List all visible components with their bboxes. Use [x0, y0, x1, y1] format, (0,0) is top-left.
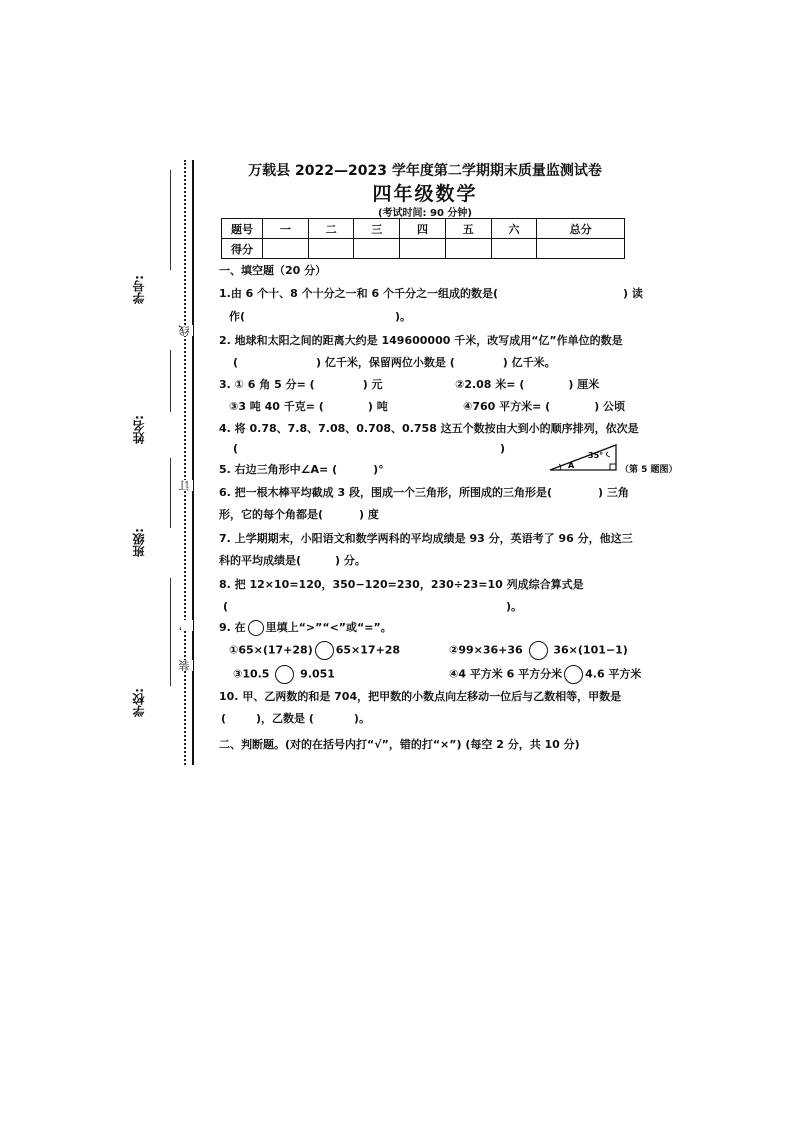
q6-line2-end: ) 度: [359, 508, 379, 521]
q9-e1b: 65×17+28: [335, 643, 401, 657]
q5-text: 5. 右边三角形中∠A= (: [219, 463, 338, 476]
q4-paren: (: [233, 442, 239, 455]
q6-line2: [219, 506, 379, 522]
score-cell: 三: [354, 219, 400, 239]
compare-circle[interactable]: [564, 665, 583, 684]
q4-line1: 4. 将 0.78、7.8、7.08、0.708、0.758 这五个数按由大到小的顺序排列，依次是: [219, 422, 639, 435]
compare-circle[interactable]: [275, 665, 294, 684]
q6-end: ) 三角: [598, 486, 629, 499]
q3-a-end: ) 元: [362, 378, 383, 391]
score-input-cell[interactable]: [354, 239, 400, 259]
q3-d-text: ④760 平方米= (: [463, 400, 551, 413]
score-input-cell[interactable]: [445, 239, 491, 259]
q3-c-text: ③3 吨 40 千克= (: [229, 400, 324, 413]
q3-part-a: [219, 376, 383, 392]
q9-e1a: ①65×(17+28): [229, 643, 313, 657]
section1-title: 一、填空题（20 分）: [219, 264, 327, 277]
binding-char-line: 线: [178, 325, 191, 336]
q9-title-b: 里填上“>”“<”或“=”。: [265, 621, 392, 634]
score-table-score-row: [222, 239, 625, 259]
score-cell: 六: [491, 219, 537, 239]
exam-title: 万载县 2022—2023 学年度第二学期期末质量监测试卷: [248, 163, 602, 179]
q1-line2-end: )。: [395, 310, 412, 323]
binding-dotted-line: [184, 160, 186, 765]
q3-a-text: 3. ① 6 角 5 分= (: [219, 378, 315, 391]
school-label: 学校:: [132, 688, 146, 717]
q6-text: 6. 把一根木棒平均截成 3 段，围成一个三角形，所围成的三角形是(: [219, 486, 553, 499]
q9-title: [219, 619, 392, 636]
q9-e4a: ④4 平方米 6 平方分米: [449, 667, 563, 681]
q3-part-b: [455, 376, 599, 392]
time-note: (考试时间: 90 分钟): [377, 208, 473, 219]
name-field: [130, 415, 170, 444]
compare-circle[interactable]: [315, 641, 334, 660]
school-field: [130, 688, 170, 717]
score-input-cell[interactable]: [537, 239, 625, 259]
student-id-blank: [170, 170, 171, 270]
binding-margin: [130, 160, 210, 770]
class-blank: [170, 458, 171, 528]
angle-label: 35°: [588, 451, 604, 460]
q9-e4b: 4.6 平方米: [585, 667, 642, 681]
q1-line2-text: 作(: [229, 310, 246, 323]
subject-title: 四年级数学: [372, 183, 478, 205]
angle-arc: [606, 452, 610, 457]
q2-text-mid: ) 亿千米，保留两位小数是 (: [316, 356, 455, 369]
q9-e3b: 9.051: [300, 667, 335, 681]
score-cell: 得分: [222, 239, 263, 259]
score-cell: 二: [308, 219, 354, 239]
score-cell: 五: [445, 219, 491, 239]
score-table: [221, 218, 625, 259]
q6-line2-text: 形，它的每个角都是(: [219, 508, 324, 521]
triangle-figure: [548, 443, 623, 473]
q10-line1: 10. 甲、乙两数的和是 704，把甲数的小数点向左移动一位后与乙数相等，甲数是: [219, 690, 622, 703]
q2-line2: [233, 354, 556, 370]
class-field: [130, 528, 170, 557]
score-input-cell[interactable]: [491, 239, 537, 259]
q3-part-c: [229, 398, 388, 414]
q10-end: )。: [353, 712, 370, 725]
student-id-label: 学号:: [132, 275, 146, 304]
q1-line2: [229, 308, 411, 324]
q10-paren: (: [221, 712, 227, 725]
q10-mid: )，乙数是 (: [256, 712, 314, 725]
q7-line2: [219, 552, 366, 568]
q9-e2b: 36×(101−1): [553, 643, 628, 657]
q9-item-2: [449, 641, 628, 660]
q7-line1: 7. 上学期期末，小阳语文和数学两科的平均成绩是 93 分，英语考了 96 分，他这三: [219, 532, 633, 545]
right-angle-mark: [610, 464, 616, 470]
q1-text: 1.由 6 个十、8 个十分之一和 6 个千分之一组成的数是(: [219, 287, 498, 300]
binding-char-bind: 装: [178, 660, 191, 671]
q8-line2: [223, 598, 522, 614]
name-blank: [170, 350, 171, 412]
q9-title-a: 9. 在: [219, 621, 246, 634]
q7-line2-text: 科的平均成绩是(: [219, 554, 302, 567]
binding-comma: ，: [178, 620, 191, 631]
q9-item-1: [229, 641, 400, 660]
score-input-cell[interactable]: [308, 239, 354, 259]
q8-line1: 8. 把 12×10=120，350−120=230，230÷23=10 列成综合算式是: [219, 578, 584, 591]
student-id-field: [130, 275, 170, 304]
q2-text-end: ) 亿千米。: [502, 356, 556, 369]
class-label: 班级:: [132, 528, 146, 557]
q9-item-4: [449, 665, 641, 684]
score-cell: 总分: [537, 219, 625, 239]
q3-b-text: ②2.08 米= (: [455, 378, 525, 391]
section2-title: 二、判断题。(对的在括号内打“√”，错的打“×”) (每空 2 分，共 10 分): [219, 738, 580, 751]
circle-icon: [248, 620, 264, 636]
q3-b-end: ) 厘米: [568, 378, 600, 391]
score-cell: 题号: [222, 219, 263, 239]
score-cell: 一: [263, 219, 309, 239]
q6-line1: [219, 484, 629, 500]
q3-c-end: ) 吨: [367, 400, 388, 413]
q8-paren: (: [223, 600, 229, 613]
score-cell: 四: [400, 219, 446, 239]
vertex-label: A: [568, 461, 575, 470]
q5-line: [219, 461, 384, 477]
q9-e2a: ②99×36+36: [449, 643, 523, 657]
q3-part-d: [463, 398, 625, 414]
score-input-cell[interactable]: [400, 239, 446, 259]
margin-rule: [192, 160, 194, 765]
q7-line2-end: ) 分。: [335, 554, 366, 567]
figure-caption: （第 5 题图）: [620, 465, 678, 475]
q3-d-end: ) 公顷: [594, 400, 626, 413]
q2-paren: (: [233, 356, 239, 369]
q4-paren-end: ): [500, 442, 506, 455]
score-table-header-row: [222, 219, 625, 239]
q10-line2: [221, 710, 370, 726]
binding-char-order: 订: [178, 480, 191, 491]
q8-end: )。: [506, 600, 523, 613]
name-label: 姓名:: [132, 415, 146, 444]
q9-item-3: [233, 665, 335, 684]
score-input-cell[interactable]: [263, 239, 309, 259]
compare-circle[interactable]: [529, 641, 548, 660]
q2-line1: 2. 地球和太阳之间的距离大约是 149600000 千米，改写成用“亿”作单位的数是: [219, 334, 623, 347]
school-blank: [170, 578, 171, 686]
q5-end: )°: [373, 463, 384, 476]
q1-text-end: ) 读: [622, 287, 643, 300]
triangle-shape: [550, 445, 616, 470]
q4-line2: [233, 442, 505, 455]
q9-e3a: ③10.5: [233, 667, 270, 681]
q1-line1: [219, 285, 643, 301]
